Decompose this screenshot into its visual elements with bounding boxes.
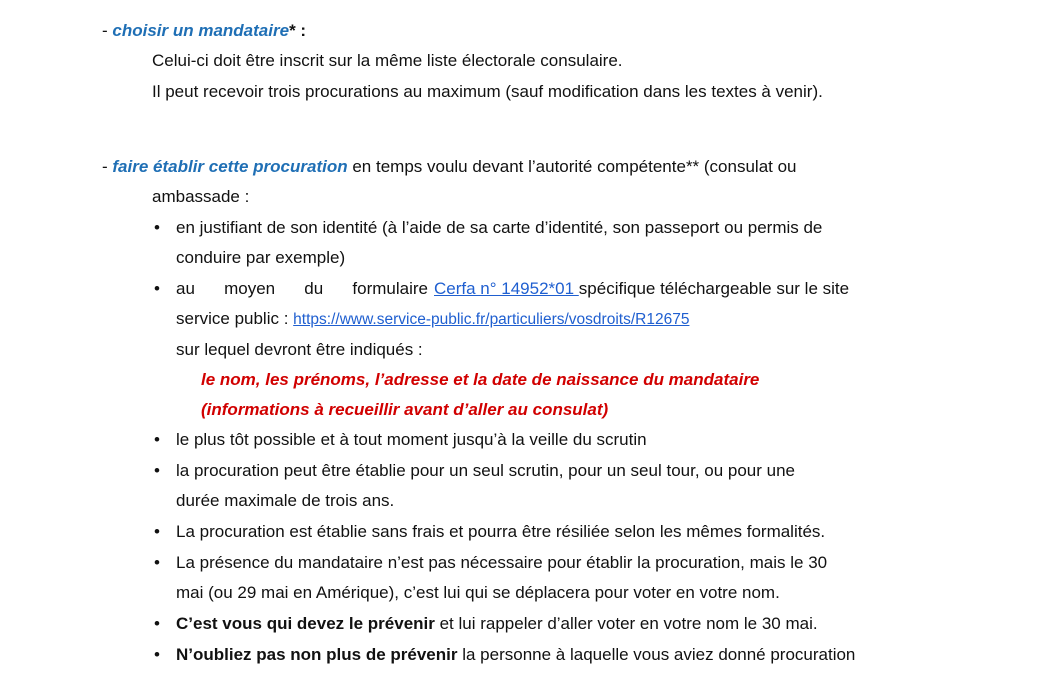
- service-public-url-link[interactable]: https://www.service-public.fr/particuliers/vosdroits/R12675: [293, 311, 690, 328]
- paragraph-line: Il peut recevoir trois procurations au maximum (sauf modification dans les textes à venir).: [152, 82, 823, 101]
- word: moyen: [224, 279, 276, 298]
- bullet-text-rest: spécifique téléchargeable sur le site: [578, 279, 850, 298]
- word: au: [176, 279, 195, 298]
- bullet-text: La présence du mandataire n’est pas nécessaire pour établir la procuration, mais le 30: [176, 553, 828, 572]
- bullet-text: le plus tôt possible et à tout moment jusqu’à la veille du scrutin: [176, 430, 647, 449]
- bullet-text-cerfa: [176, 279, 849, 299]
- bullet-text: en justifiant de son identité (à l’aide de sa carte d’identité, son passeport ou permis de: [176, 218, 823, 237]
- bullet-icon: •: [154, 430, 160, 449]
- red-emphasis-line: le nom, les prénoms, l’adresse et la date de naissance du mandataire: [201, 370, 760, 389]
- red-emphasis-line: (informations à recueillir avant d’aller au consulat): [201, 400, 609, 419]
- bullet-icon: •: [154, 218, 160, 237]
- word: du: [304, 279, 324, 298]
- service-public-prefix: service public :: [176, 309, 294, 328]
- bullet-text: conduire par exemple): [176, 248, 346, 267]
- heading-continuation: ambassade :: [152, 187, 250, 206]
- bullet-icon: •: [154, 553, 160, 572]
- service-public-line: [176, 309, 689, 330]
- bullet-text: la procuration peut être établie pour un seul scrutin, pour un seul tour, ou pour une: [176, 461, 796, 480]
- bullet-text: [176, 614, 818, 634]
- paragraph-line: Celui-ci doit être inscrit sur la même liste électorale consulaire.: [152, 51, 623, 70]
- section-procuration-heading: [102, 157, 797, 177]
- heading-asterisk: * :: [289, 21, 307, 40]
- heading-rest: en temps voulu devant l’autorité compétente** (consulat ou: [347, 157, 797, 176]
- dash: -: [102, 21, 113, 40]
- bullet-icon: •: [154, 645, 160, 664]
- bullet-icon: •: [154, 522, 160, 541]
- bullet-text: [176, 645, 855, 665]
- justified-words: [176, 279, 428, 299]
- dash: -: [102, 157, 113, 176]
- bullet-icon: •: [154, 614, 160, 633]
- bullet-text: mai (ou 29 mai en Amérique), c’est lui qui se déplacera pour voter en votre nom.: [176, 583, 780, 602]
- bold-phrase: N’oubliez pas non plus de prévenir: [176, 645, 458, 664]
- word: formulaire: [352, 279, 428, 298]
- section-choisir-heading: [102, 21, 306, 41]
- bullet-icon: •: [154, 279, 160, 298]
- heading-faire-etablir: faire établir cette procuration: [112, 157, 348, 176]
- bullet-text: sur lequel devront être indiqués :: [176, 340, 423, 359]
- bold-phrase: C’est vous qui devez le prévenir: [176, 614, 435, 633]
- bullet-text-rest: la personne à laquelle vous aviez donné procuration: [457, 645, 856, 664]
- bullet-text-rest: et lui rappeler d’aller voter en votre nom le 30 mai.: [434, 614, 818, 633]
- cerfa-link[interactable]: Cerfa n° 14952*01: [434, 279, 579, 298]
- bullet-text: durée maximale de trois ans.: [176, 491, 395, 510]
- bullet-text: La procuration est établie sans frais et pourra être résiliée selon les mêmes formalités.: [176, 522, 826, 541]
- bullet-icon: •: [154, 461, 160, 480]
- heading-choisir-mandataire: choisir un mandataire: [112, 21, 290, 40]
